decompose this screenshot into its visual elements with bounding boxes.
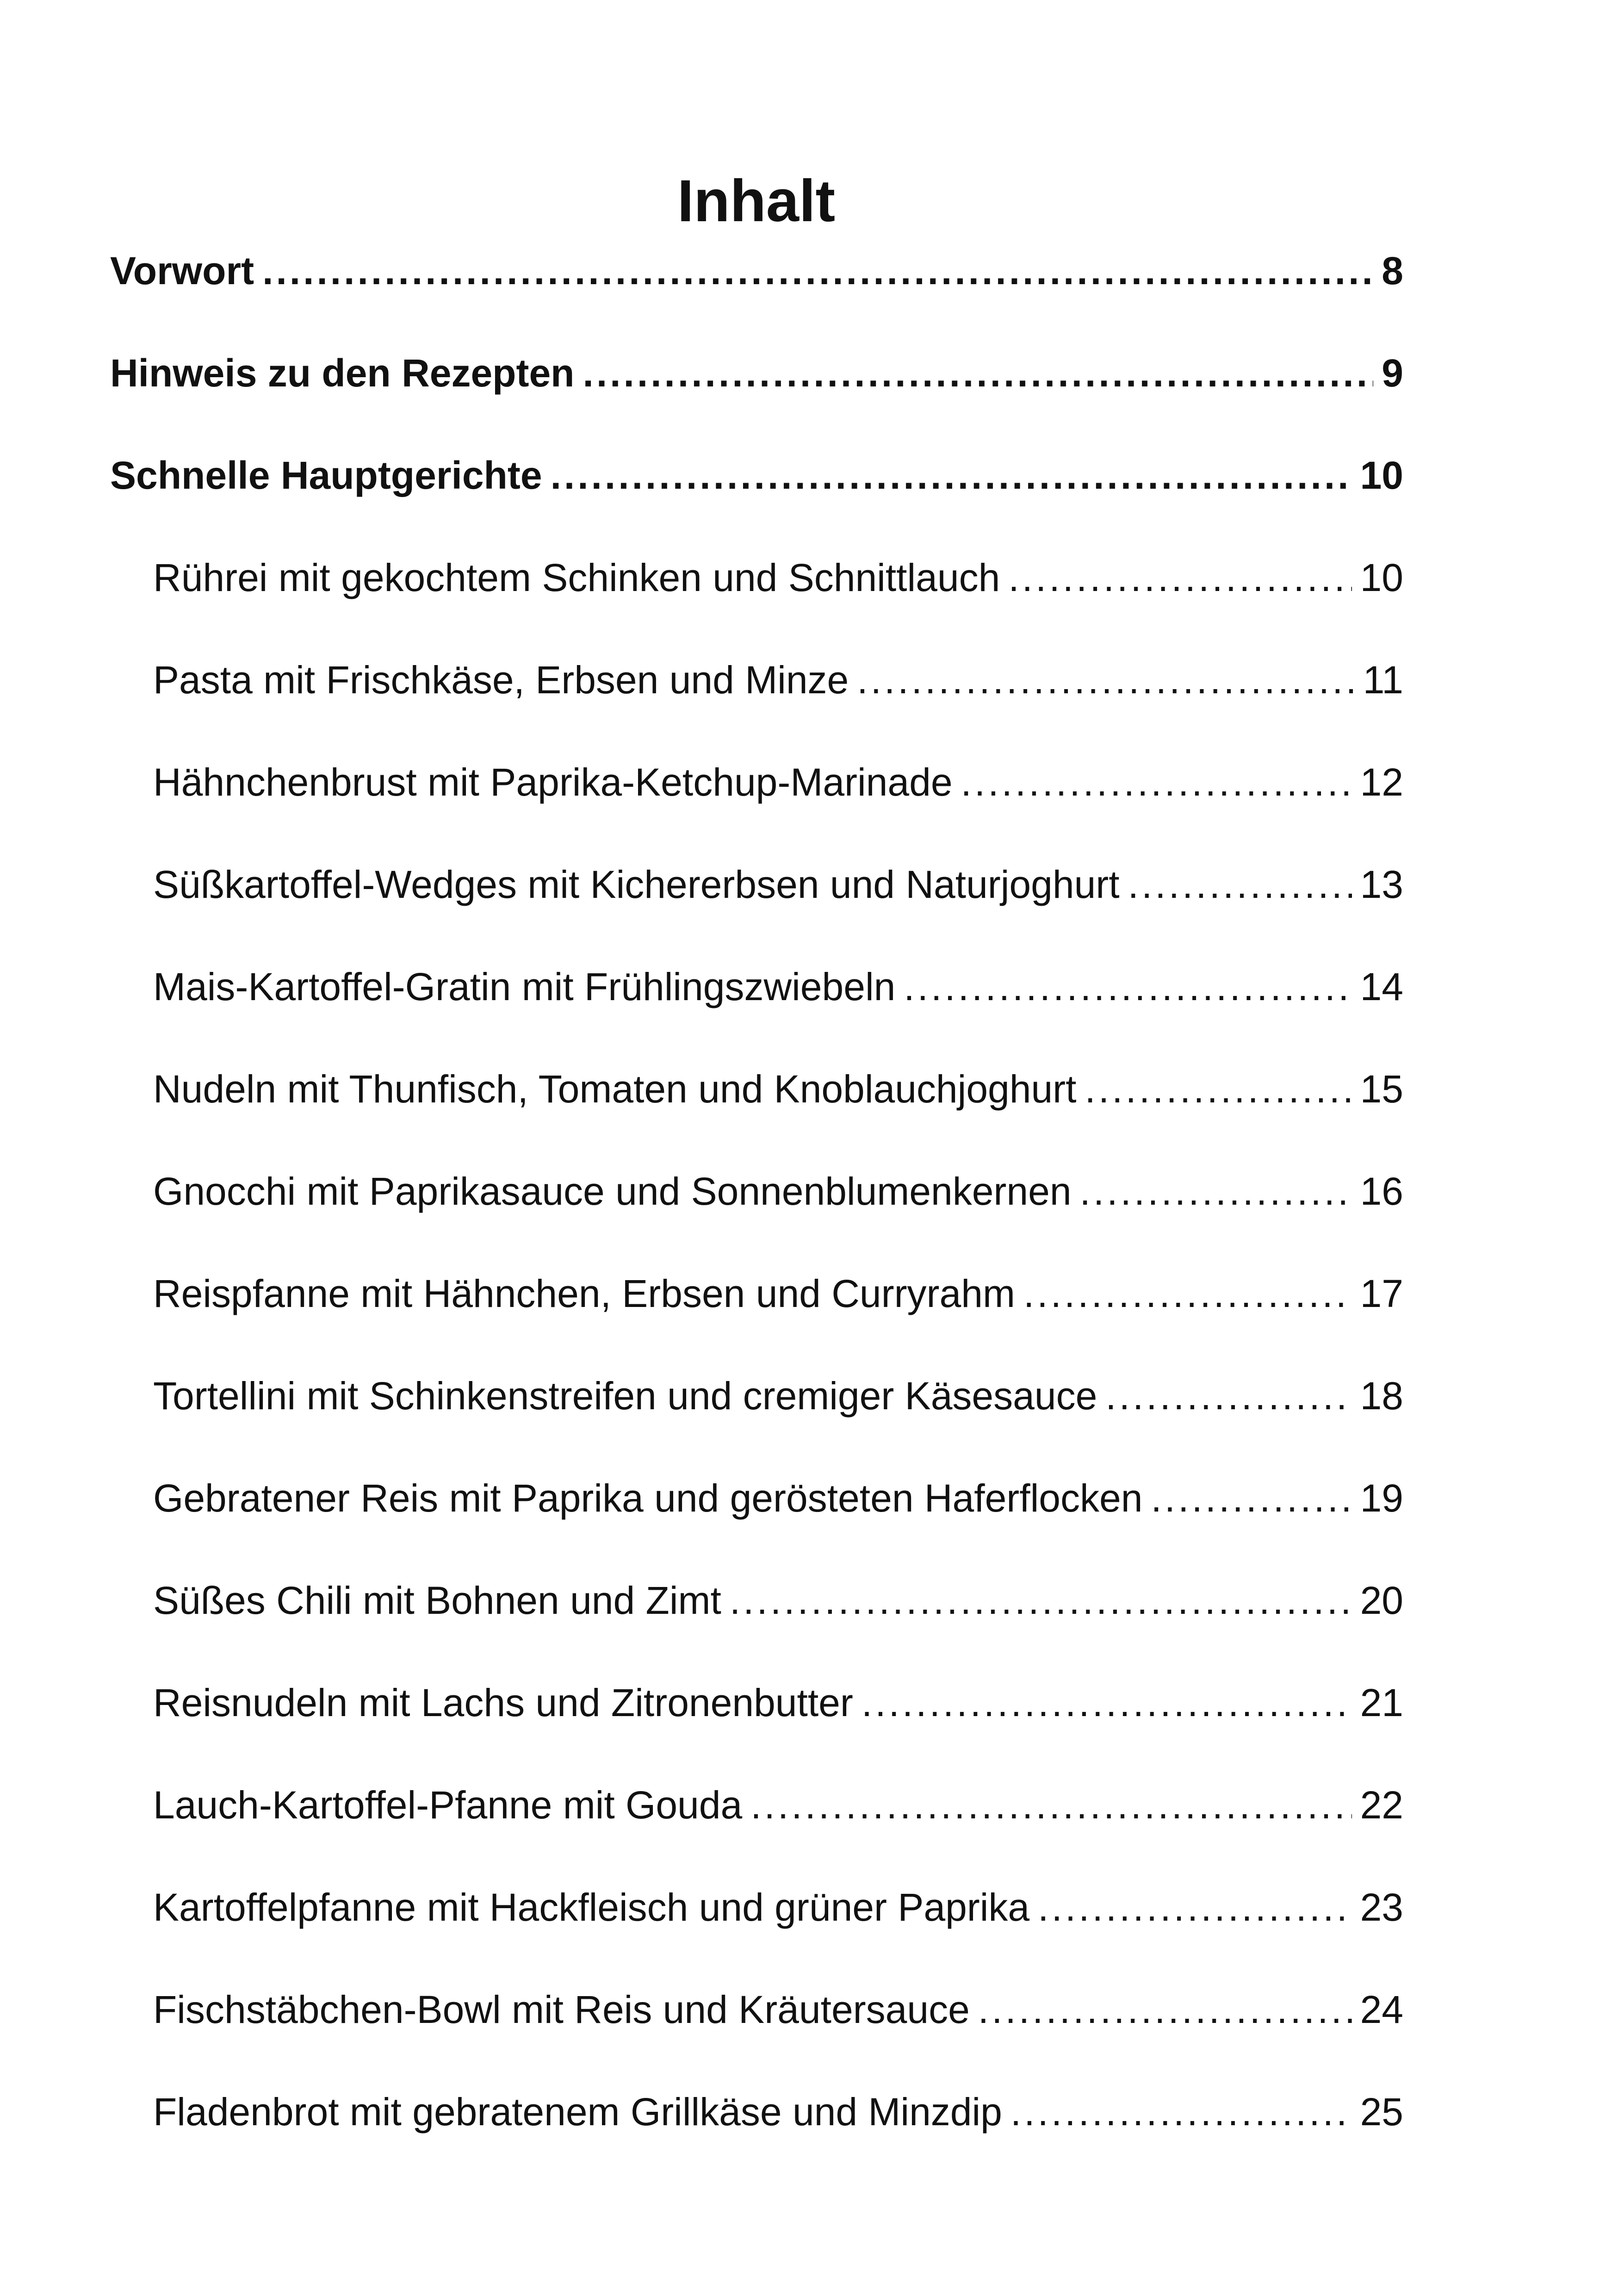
- toc-entry-label: Mais-Kartoffel-Gratin mit Frühlingszwiebeln: [153, 965, 896, 1008]
- toc-entry-recipe[interactable]: [110, 1875, 1403, 1977]
- toc-entry-recipe[interactable]: [110, 1261, 1403, 1363]
- toc-leader-dots: [904, 954, 1351, 1019]
- toc-entry-page: 8: [1382, 249, 1403, 292]
- toc-entry-label: Nudeln mit Thunfisch, Tomaten und Knoblauchjoghurt: [153, 1067, 1077, 1111]
- toc-entry-label: Rührei mit gekochtem Schinken und Schnittlauch: [153, 556, 1000, 599]
- toc-entry-page: 19: [1360, 1476, 1403, 1520]
- toc-entry-page: 17: [1360, 1272, 1403, 1315]
- toc-leader-dots: [857, 647, 1355, 712]
- toc-entry-page: 10: [1360, 556, 1403, 599]
- toc-entry-page: 16: [1360, 1170, 1403, 1213]
- toc-entry-label: Süßkartoffel-Wedges mit Kichererbsen und Naturjoghurt: [153, 863, 1120, 906]
- toc-entry-label: Kartoffelpfanne mit Hackfleisch und grüner Paprika: [153, 1885, 1030, 1929]
- toc-entry-page: 10: [1360, 454, 1403, 497]
- toc-leader-dots: [1008, 545, 1351, 610]
- toc-entry-page: 11: [1363, 658, 1403, 702]
- toc-entry-page: 12: [1360, 760, 1403, 804]
- toc-entry-recipe[interactable]: [110, 1670, 1403, 1773]
- toc-entry-page: 23: [1360, 1885, 1403, 1929]
- toc-leader-dots: [862, 1670, 1352, 1735]
- toc-entry-label: Fischstäbchen-Bowl mit Reis und Kräutersauce: [153, 1988, 970, 2031]
- toc-entry-label: Fladenbrot mit gebratenem Grillkäse und Minzdip: [153, 2090, 1002, 2134]
- toc-entry-recipe[interactable]: [110, 1159, 1403, 1261]
- toc-entry-label: Hähnchenbrust mit Paprika-Ketchup-Marinade: [153, 760, 953, 804]
- toc-entry-recipe[interactable]: [110, 1773, 1403, 1875]
- toc-entry-vorwort[interactable]: [110, 238, 1403, 341]
- toc-leader-dots: [750, 1773, 1351, 1837]
- toc-title: Inhalt: [677, 168, 836, 234]
- toc-leader-dots: [1010, 2079, 1352, 2144]
- toc-entry-recipe[interactable]: [110, 1568, 1403, 1670]
- toc-leader-dots: [1151, 1466, 1351, 1531]
- toc-entry-recipe[interactable]: [110, 1057, 1403, 1159]
- toc-leader-dots: [583, 341, 1374, 405]
- toc-entry-page: 24: [1360, 1988, 1403, 2031]
- toc-entry-label: Gebratener Reis mit Paprika und gerösteten Haferflocken: [153, 1476, 1143, 1520]
- toc-leader-dots: [961, 750, 1352, 815]
- toc-entry-label: Schnelle Hauptgerichte: [110, 454, 542, 497]
- toc-entry-page: 25: [1360, 2090, 1403, 2134]
- toc-entry-recipe[interactable]: [110, 1466, 1403, 1568]
- toc-leader-dots: [1128, 852, 1352, 917]
- toc-entry-recipe[interactable]: [110, 647, 1403, 750]
- toc-leader-dots: [1023, 1261, 1352, 1326]
- toc-entry-label: Gnocchi mit Paprikasauce und Sonnenblumenkernen: [153, 1170, 1072, 1213]
- toc-entry-label: Tortellini mit Schinkenstreifen und cremiger Käsesauce: [153, 1374, 1097, 1418]
- toc-entry-label: Reisnudeln mit Lachs und Zitronenbutter: [153, 1681, 853, 1724]
- toc-entry-page: 18: [1360, 1374, 1403, 1418]
- toc-entry-recipe[interactable]: [110, 954, 1403, 1057]
- toc-leader-dots: [551, 443, 1352, 508]
- toc-entry-recipe[interactable]: [110, 2079, 1403, 2182]
- toc-entry-label: Vorwort: [110, 249, 254, 292]
- toc-leader-dots: [1105, 1363, 1351, 1428]
- toc-leader-dots: [1085, 1057, 1352, 1121]
- toc-entry-schnelle-hauptgerichte[interactable]: [110, 443, 1403, 545]
- toc-entry-page: 22: [1360, 1783, 1403, 1827]
- toc-entry-page: 15: [1360, 1067, 1403, 1111]
- toc-entry-page: 13: [1360, 863, 1403, 906]
- toc-entry-label: Hinweis zu den Rezepten: [110, 351, 575, 395]
- toc-leader-dots: [978, 1977, 1352, 2042]
- toc-entry-page: 20: [1360, 1579, 1403, 1622]
- toc-leader-dots: [730, 1568, 1352, 1633]
- toc-entry-recipe[interactable]: [110, 545, 1403, 647]
- toc-entry-label: Pasta mit Frischkäse, Erbsen und Minze: [153, 658, 849, 702]
- toc-leader-dots: [262, 238, 1373, 303]
- toc-entry-label: Lauch-Kartoffel-Pfanne mit Gouda: [153, 1783, 743, 1827]
- toc-entry-recipe[interactable]: [110, 852, 1403, 954]
- toc-entry-recipe[interactable]: [110, 1977, 1403, 2079]
- toc-entry-page: 9: [1382, 351, 1403, 395]
- toc-entry-page: 21: [1360, 1681, 1403, 1724]
- toc-leader-dots: [1038, 1875, 1351, 1940]
- toc-entry-recipe[interactable]: [110, 750, 1403, 852]
- toc-entry-recipe[interactable]: [110, 1363, 1403, 1466]
- toc-leader-dots: [1080, 1159, 1352, 1224]
- toc-list: [110, 238, 1403, 2182]
- toc-entry-hinweis[interactable]: [110, 341, 1403, 443]
- toc-entry-label: Süßes Chili mit Bohnen und Zimt: [153, 1579, 721, 1622]
- toc-entry-page: 14: [1360, 965, 1403, 1008]
- toc-entry-label: Reispfanne mit Hähnchen, Erbsen und Curryrahm: [153, 1272, 1015, 1315]
